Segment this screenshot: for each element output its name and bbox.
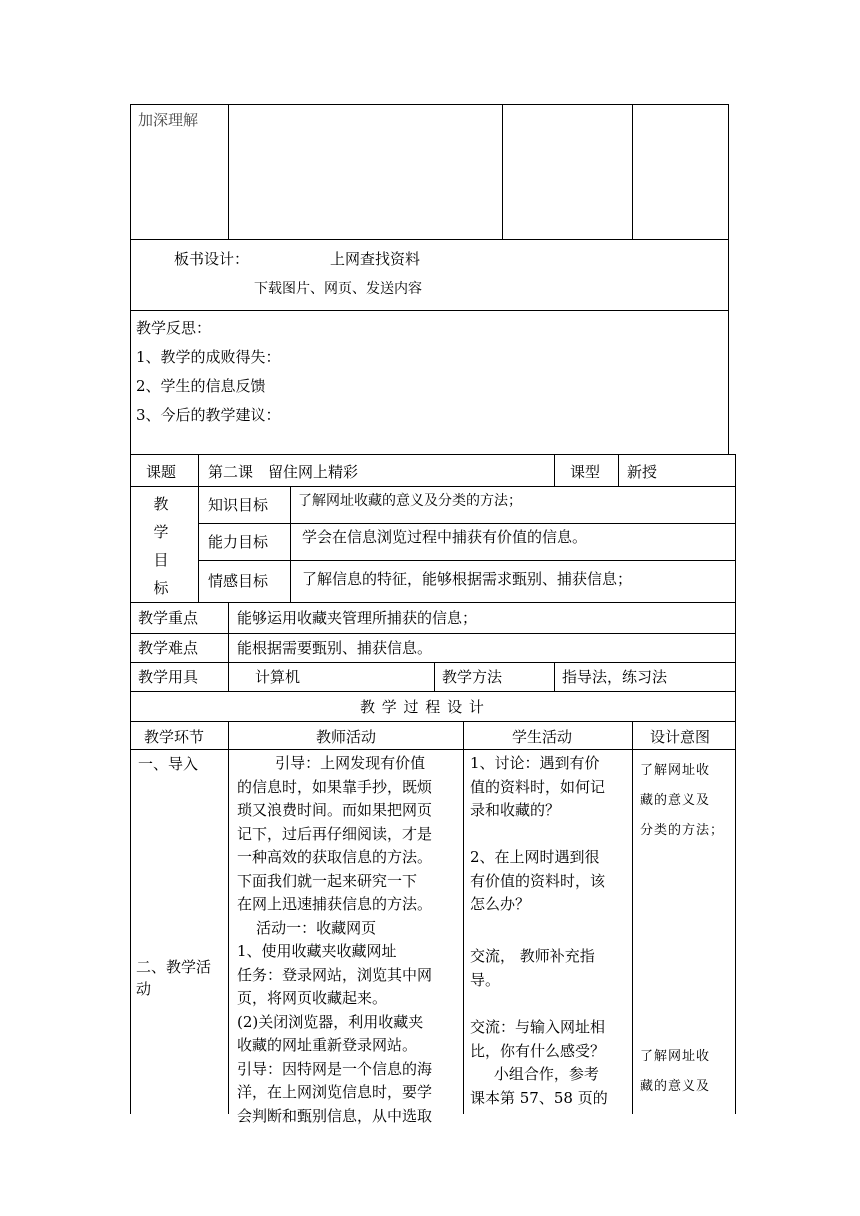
reflection-title: 教学反思：: [136, 319, 212, 337]
row-divider: [130, 602, 736, 603]
goal-label-ability: 能力目标: [208, 533, 269, 551]
row-divider: [130, 691, 736, 692]
col-divider: [198, 454, 199, 602]
tools-label: 教学用具: [138, 668, 199, 686]
type-value: 新授: [627, 463, 658, 481]
row-divider: [198, 523, 736, 524]
tools-value: 计算机: [255, 668, 301, 686]
goal-value-knowledge: 了解网址收藏的意义及分类的方法；: [298, 493, 522, 509]
table1-top-border: [130, 104, 729, 105]
col-divider: [290, 486, 291, 602]
table2-left-border: [130, 454, 131, 1114]
key-point-value: 能够运用收藏夹管理所捕获的信息；: [237, 609, 478, 627]
student-activity-exchange: 交流， 教师补充指 导。: [470, 947, 595, 989]
row-divider: [130, 721, 736, 722]
key-point-label: 教学重点: [138, 609, 199, 627]
goal-value-ability: 学会在信息浏览过程中捕获有价值的信息。: [302, 528, 588, 546]
board-design-title: 上网查找资料: [330, 250, 421, 268]
col-divider: [554, 662, 555, 691]
table1-col-divider: [228, 104, 229, 239]
reflection-item: 1、教学的成败得失：: [136, 348, 281, 366]
col-divider: [618, 454, 619, 486]
header-stage: 教学环节: [144, 728, 205, 746]
header-teacher: 教师活动: [316, 728, 377, 746]
header-intent: 设计意图: [650, 728, 711, 746]
goals-label: 教 学 目 标: [153, 495, 169, 597]
goal-label-emotion: 情感目标: [208, 572, 269, 590]
difficulty-value: 能根据需要甄别、捕获信息。: [237, 639, 433, 657]
reflection-item: 3、今后的教学建议：: [136, 406, 281, 424]
design-intent-1: 了解网址收 藏的意义及 分类的方法；: [640, 763, 725, 838]
difficulty-label: 教学难点: [138, 639, 199, 657]
table2-right-border: [735, 454, 736, 1114]
design-intent-2: 了解网址收 藏的意义及: [640, 1049, 711, 1094]
table1-col-divider: [502, 104, 503, 239]
type-label: 课型: [570, 463, 601, 481]
deepen-understanding-label: 加深理解: [138, 111, 199, 129]
row-divider: [198, 560, 736, 561]
table1-row-divider: [130, 239, 729, 240]
method-value: 指导法，练习法: [562, 668, 668, 686]
col-divider: [228, 602, 229, 691]
teacher-activity-text: 引导：上网发现有价值 的信息时，如果靠手抄，既烦 琐又浪费时间。而如果把网页 记下，过后再仔细阅读，才是 一种高效的获取信息的方法。 下面我们就一起来研究一下 在网上迅速捕获信息的方法。 活动一：收藏网页 1、使用收藏夹收藏网址 任务：登录网站，浏览其中网 页，将网页收藏起来。 (2)关闭浏览器，利用收藏夹 收藏的网址重新登录网站。 引导：因特网是一个信息的海 洋，在上网浏览信息时，要学 会判断和甄别信息，从中选取: [237, 754, 433, 1125]
student-activity-compare: 交流：与输入网址相 比，你有什么感受？ 小组合作，参考 课本第 57、58 页的: [470, 1018, 608, 1107]
table1-right-border: [728, 104, 729, 454]
reflection-item: 2、学生的信息反馈: [136, 377, 266, 395]
topic-value: 第二课 留住网上精彩: [208, 463, 359, 481]
col-divider: [632, 721, 633, 1114]
col-divider: [554, 454, 555, 486]
goal-value-emotion: 了解信息的特征，能够根据需求甄别、捕获信息；: [302, 570, 633, 588]
goal-label-knowledge: 知识目标: [208, 496, 269, 514]
table1-row-divider: [130, 310, 729, 311]
board-design-subtitle: 下载图片、网页、发送内容: [254, 281, 422, 297]
student-activity-discuss: 1、讨论：遇到有价 值的资料时，如何记 录和收藏的？: [470, 754, 606, 819]
stage-activity: 二、教学活 动: [136, 958, 212, 998]
table1-left-border: [130, 104, 131, 454]
method-label: 教学方法: [442, 668, 503, 686]
col-divider: [434, 662, 435, 691]
row-divider: [130, 662, 736, 663]
table2-top-border: [130, 454, 736, 455]
student-activity-question: 2、在上网时遇到很 有价值的资料时，该 怎么办？: [470, 848, 606, 913]
board-design-label: 板书设计：: [174, 250, 250, 268]
topic-label: 课题: [146, 463, 177, 481]
row-divider: [130, 486, 736, 487]
header-student: 学生活动: [512, 728, 573, 746]
row-divider: [130, 633, 736, 634]
table1-col-divider: [632, 104, 633, 239]
col-divider: [228, 721, 229, 1114]
process-title: 教 学 过 程 设 计: [360, 698, 485, 716]
stage-intro: 一、导入: [138, 755, 199, 773]
col-divider: [463, 721, 464, 1114]
row-divider: [130, 749, 736, 750]
